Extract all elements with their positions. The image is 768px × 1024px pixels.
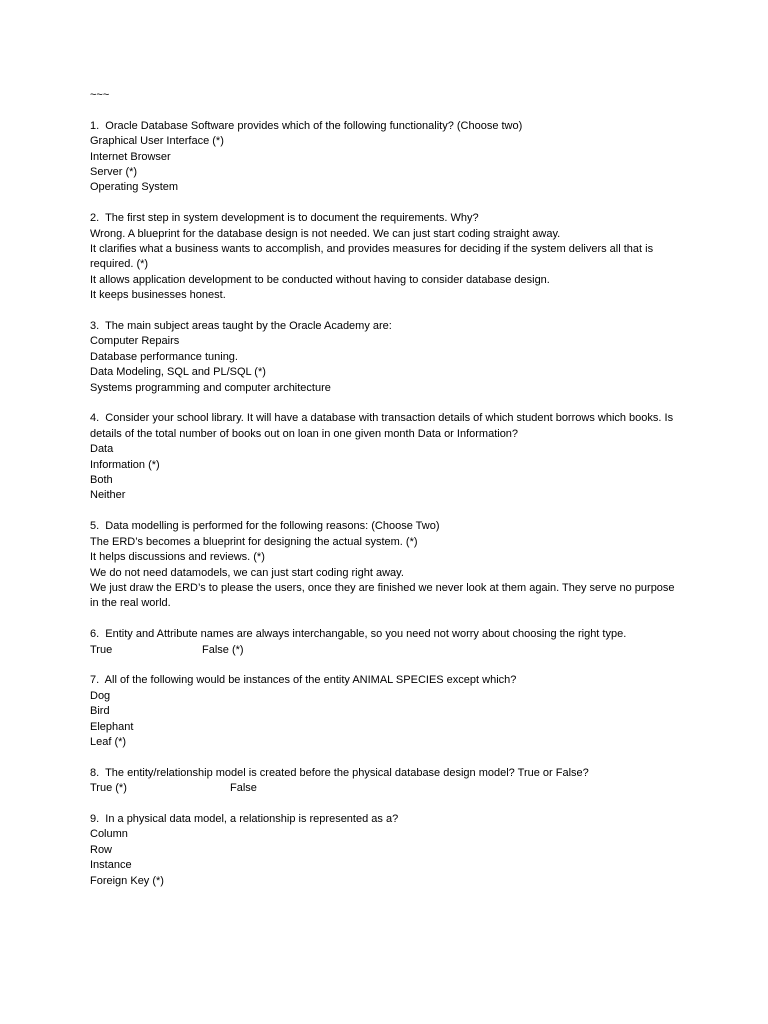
- question-7: [90, 673, 680, 750]
- question-6: [90, 627, 680, 658]
- question-4: [90, 411, 680, 503]
- answer-option: It allows application development to be conducted without having to consider database design.: [90, 273, 550, 286]
- answer-option: It helps discussions and reviews. (*): [90, 551, 265, 564]
- answer-option: Leaf (*): [90, 735, 127, 748]
- answer-option: Systems programming and computer architecture: [90, 381, 331, 394]
- answer-option: Elephant: [90, 720, 134, 733]
- answer-option: Row: [90, 843, 113, 856]
- answer-option: Both: [90, 474, 113, 487]
- question-text: 2. The first step in system development is to document the requirements. Why?: [90, 212, 479, 225]
- answer-option: Graphical User Interface (*): [90, 135, 224, 148]
- question-text: 5. Data modelling is performed for the following reasons: (Choose Two): [90, 520, 440, 533]
- answer-option: The ERD’s becomes a blueprint for designing the actual system. (*): [90, 535, 418, 548]
- answer-option-true: True: [90, 643, 113, 656]
- header-mark: ~~~: [90, 89, 110, 101]
- question-text: 9. In a physical data model, a relationship is represented as a?: [90, 812, 399, 825]
- document-page: [90, 88, 680, 904]
- question-text: 3. The main subject areas taught by the Oracle Academy are:: [90, 320, 392, 333]
- answer-option: Internet Browser: [90, 150, 171, 163]
- answer-option: Bird: [90, 705, 110, 718]
- question-9: [90, 812, 680, 889]
- answer-option: Instance: [90, 859, 132, 872]
- answer-option: We just draw the ERD’s to please the users, once they are finished we never look at them again. They serve no purpose in the real world.: [90, 581, 678, 610]
- answer-option: Column: [90, 828, 128, 841]
- answer-option-false: False: [230, 782, 257, 795]
- answer-option: Server (*): [90, 166, 138, 178]
- answer-option-true: True (*): [90, 782, 127, 795]
- true-false-row: [90, 643, 680, 658]
- answer-option: Computer Repairs: [90, 335, 180, 348]
- answer-option: It keeps businesses honest.: [90, 289, 226, 302]
- answer-option: Data Modeling, SQL and PL/SQL (*): [90, 366, 266, 379]
- question-2: [90, 211, 680, 303]
- question-text: 1. Oracle Database Software provides which of the following functionality? (Choose two): [90, 119, 523, 132]
- answer-option: Dog: [90, 689, 111, 702]
- answer-option: Neither: [90, 489, 126, 502]
- question-text: 7. All of the following would be instances of the entity ANIMAL SPECIES except which?: [90, 674, 517, 687]
- answer-option: It clarifies what a business wants to accomplish, and provides measures for deciding if the system delivers all that is required. (*): [90, 243, 657, 271]
- answer-option-false: False (*): [202, 643, 244, 656]
- question-text: 8. The entity/relationship model is created before the physical database design model? True or False?: [90, 766, 589, 779]
- question-5: [90, 519, 680, 611]
- question-1: [90, 119, 680, 196]
- answer-option: Information (*): [90, 458, 160, 471]
- question-8: [90, 766, 680, 797]
- true-false-row: [90, 781, 680, 796]
- answer-option: Foreign Key (*): [90, 874, 164, 887]
- question-3: [90, 319, 680, 396]
- answer-option: Database performance tuning.: [90, 350, 238, 363]
- answer-option: Operating System: [90, 181, 179, 194]
- answer-option: We do not need datamodels, we can just start coding right away.: [90, 566, 404, 579]
- answer-option: Data: [90, 443, 114, 456]
- answer-option: Wrong. A blueprint for the database design is not needed. We can just start coding straight away.: [90, 227, 561, 240]
- question-text: 6. Entity and Attribute names are always interchangable, so you need not worry about choosing the right type.: [90, 628, 627, 641]
- question-text: 4. Consider your school library. It will have a database with transaction details of which student borrows which books. Is details of the total number of books out on loan in one given month Data or Information?: [90, 412, 677, 440]
